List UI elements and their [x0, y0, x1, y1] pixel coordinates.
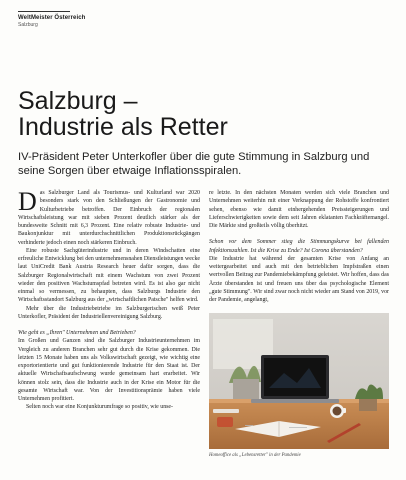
- text-column-left: [18, 189, 200, 412]
- publication-name: WeltMeister Österreich: [18, 15, 86, 21]
- paragraph: Im Großen und Ganzen sind die Salzburger Industrieunternehmen im Vergleich zu anderen Branchen sehr gut durch die Krise gekommen. Die letzten 15 Monate haben uns als Volkswirtschaft gezeigt, wie wichtig eine exportorientierte und gut funktionierende Industrie für den Staat ist. Der aktuelle Wirtschaftsaufschwung wurde gemeinsam hart erarbeitet. Wir können stolz sein, dass die Industrie auch in der Krise ein Motor für die gesamte Wirtschaft war. Von der Investitionsprämie haben viele Unternehmen profitiert.: [18, 338, 200, 402]
- article-photo-homeoffice: [209, 313, 389, 449]
- title-line-1: Salzburg –: [18, 87, 138, 115]
- paragraph: Selten noch war eine Konjunkturumfrage so positiv, wie unse-: [26, 404, 174, 411]
- kicker-rule: [18, 11, 70, 12]
- interview-question: Wie geht es „Ihren" Unternehmen und Betrieben?: [18, 330, 136, 336]
- text-column-right: [209, 189, 389, 304]
- interview-question: Schon vor dem Sommer stieg die Stimmungskurve bei fallenden Infektionszahlen. Ist die Krise zu Ende? Ist Corona überstanden?: [209, 239, 389, 254]
- paragraph: re letzte. In den nächsten Monaten werden sich viele Branchen und Unternehmen weiterhin mit einer Verknappung der Rohstoffe konfrontiert sehen, ebenso wie damit einhergehenden Preissteigerungen und Lieferschwierigkeiten sowie dem seit Jahren eklatanten Fachkräftemangel. Die Märkte sind großteils völlig überhitzt.: [209, 190, 389, 229]
- article-subtitle: IV-Präsident Peter Unterkofler über die gute Stimmung in Salzburg und seine Sorgen über etwaige Inflationsspiralen.: [18, 151, 370, 177]
- title-line-2: Industrie als Retter: [18, 113, 228, 141]
- homeoffice-illustration: [209, 313, 389, 449]
- paragraph: Die Industrie hat während der gesamten Krise von Anfang an weitergearbeitet und auch mit den betrieblichen Impfstraßen einen wertvollen Beitrag zur Pandemiebekämpfung geleistet. Wir hoffen, dass das Ärzte überstanden ist und freuen uns über das psychologische Element „gute Stimmung". Wir sind zwar noch nicht wieder am Stand von 2019, vor der Pandemie, angelangt,: [209, 255, 389, 303]
- article-title: [18, 88, 388, 140]
- section-kicker: [18, 11, 85, 28]
- paragraph: Eine robuste Sachgüterindustrie und in deren Windschatten eine erfreuliche Entwicklung bei den unternehmensnahen Dienstleistungen wecke laut UniCredit Bank Austria Research heuer dafür sorgen, dass die Salzburger Regionalwirtschaft mit einem Wachstum von zwei Prozent wieder den positiven Wachstumspfad betreten wird. Es ist also gar nicht einmal so vermessen, zu behaupten, dass Salzburgs Industrie den Wirtschaftsstandort Salzburg aus der „wirtschaftlichen Patsche" helfen wird.: [18, 247, 200, 304]
- paragraph-intro: [18, 189, 200, 247]
- paragraph: Mehr über die Industriebetriebe im Salzburgerischen weiß Peter Unterkofler, Präsident der Industriellenvereinigung Salzburg.: [18, 305, 200, 320]
- drop-cap: D: [18, 187, 37, 216]
- section-name: Salzburg: [18, 22, 38, 28]
- photo-caption: Homeoffice als „Lebensretter" in der Pandemie: [209, 453, 301, 458]
- paragraph-intro-text: as Salzburger Land als Tourismus- und Kulturland war 2020 besonders stark von den Schließungen der Gastronomie und Kulturbetriebe betroffen. Der Einbruch der regionalen Wirtschaftsleistung war mit sieben Prozent deutlich stärker als der bundesweite Schnitt mit 6,3 Prozent. Eine relativ robuste Industrie- und Baukonjunktur mit unterdurchschnittlichen Produktionsrückgängen verhinderte jedoch einen noch stärkeren Einbruch.: [18, 190, 200, 246]
